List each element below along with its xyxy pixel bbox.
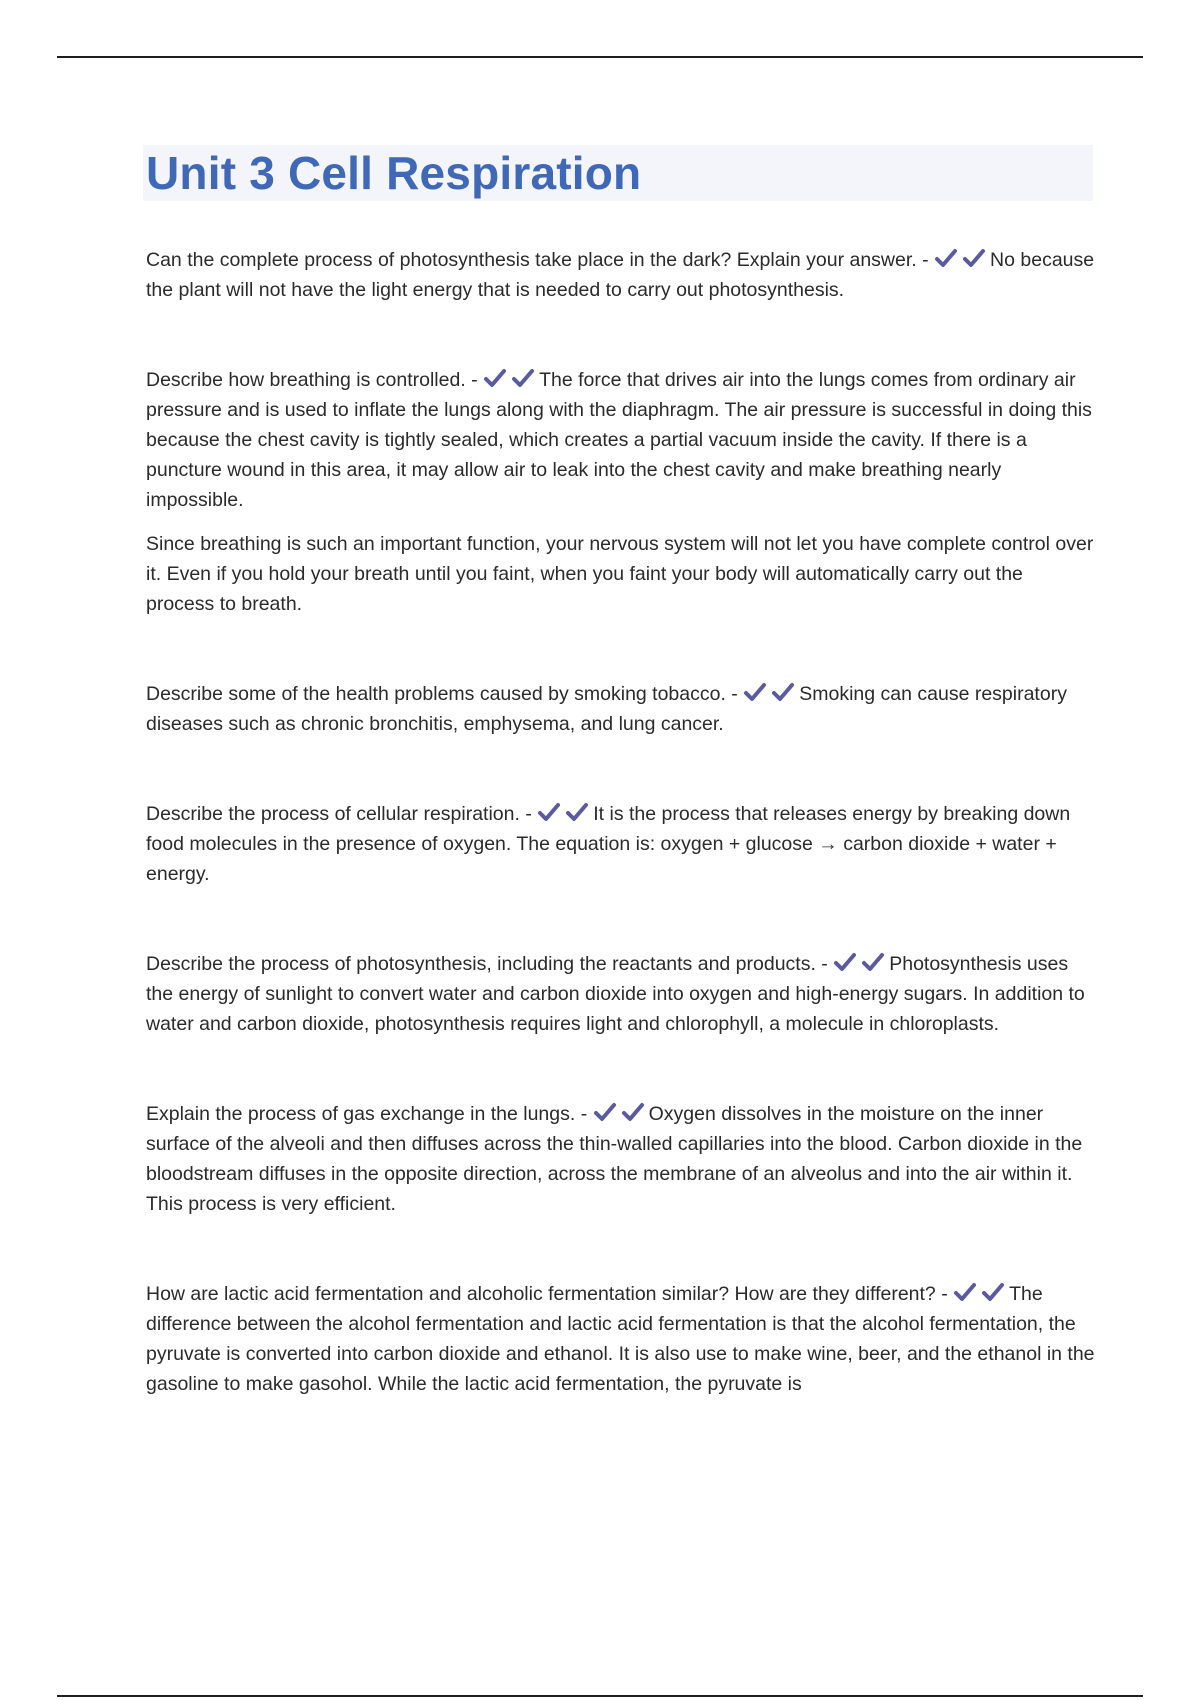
qa-list [146, 245, 1096, 1459]
answer-text: No because the plant will not have the light energy that is needed to carry out photosynthesis. [146, 249, 1095, 301]
qa-item [146, 1279, 1096, 1399]
checkmark-icon [934, 248, 958, 270]
double-check-icon [743, 683, 799, 705]
checkmark-icon [621, 1102, 645, 1124]
checkmark-icon [565, 802, 589, 824]
question-text: Explain the process of gas exchange in the lungs. - [146, 1103, 588, 1125]
answer-text: Smoking can cause respiratory diseases such as chronic bronchitis, emphysema, and lung cancer. [146, 683, 1067, 735]
header-rule [57, 56, 1143, 58]
checkmark-icon [981, 1282, 1005, 1304]
double-check-icon [593, 1103, 649, 1125]
checkmark-icon [953, 1282, 977, 1304]
question-text: Describe the process of photosynthesis, including the reactants and products. - [146, 953, 828, 975]
double-check-icon [833, 953, 889, 975]
checkmark-icon [743, 682, 767, 704]
checkmark-icon [593, 1102, 617, 1124]
qa-paragraph [146, 245, 1096, 305]
qa-item [146, 949, 1096, 1039]
answer-continuation: Since breathing is such an important function, your nervous system will not let you have complete control over it. Even if you hold your breath until you faint, when you faint your body will automatically carry out the process to breath. [146, 533, 1094, 615]
checkmark-icon [537, 802, 561, 824]
qa-item [146, 799, 1096, 889]
checkmark-icon [511, 368, 535, 390]
qa-paragraph [146, 365, 1096, 515]
answer-text: Photosynthesis uses the energy of sunlight to convert water and carbon dioxide into oxygen and high-energy sugars. In addition to water and carbon dioxide, photosynthesis requires light and chlorophyll, a molecule in chloroplasts. [146, 953, 1085, 1035]
footer-rule [57, 1695, 1143, 1697]
answer-text: The difference between the alcohol fermentation and lactic acid fermentation is that the alcohol fermentation, the pyruvate is converted into carbon dioxide and ethanol. It is also use to make wine, beer, and the ethanol in the gasoline to make gasohol. While the lactic acid fermentation, the pyruvate is [146, 1283, 1095, 1395]
answer-text: The force that drives air into the lungs comes from ordinary air pressure and is used to inflate the lungs along with the diaphragm. The air pressure is successful in doing this because the chest cavity is tightly sealed, which creates a partial vacuum inside the cavity. If there is a puncture wound in this area, it may allow air to leak into the chest cavity and make breathing nearly impossible. [146, 369, 1092, 511]
qa-paragraph [146, 679, 1096, 739]
qa-item [146, 365, 1096, 619]
question-text: Describe how breathing is controlled. - [146, 369, 478, 391]
qa-item [146, 1099, 1096, 1219]
qa-item [146, 679, 1096, 739]
question-text: Describe some of the health problems caused by smoking tobacco. - [146, 683, 738, 705]
answer-text: Oxygen dissolves in the moisture on the inner surface of the alveoli and then diffuses across the thin-walled capillaries into the blood. Carbon dioxide in the bloodstream diffuses in the opposite direction, across the membrane of an alveolus and into the air within it. This process is very efficient. [146, 1103, 1083, 1215]
question-text: How are lactic acid fermentation and alcoholic fermentation similar? How are they different? - [146, 1283, 948, 1305]
checkmark-icon [962, 248, 986, 270]
checkmark-icon [771, 682, 795, 704]
checkmark-icon [833, 952, 857, 974]
qa-item [146, 245, 1096, 305]
question-text: Describe the process of cellular respiration. - [146, 803, 532, 825]
qa-paragraph [146, 799, 1096, 889]
qa-paragraph [146, 949, 1096, 1039]
checkmark-icon [861, 952, 885, 974]
question-text: Can the complete process of photosynthesis take place in the dark? Explain your answer. - [146, 249, 929, 271]
double-check-icon [934, 249, 990, 271]
double-check-icon [953, 1283, 1009, 1305]
qa-paragraph [146, 1279, 1096, 1399]
qa-paragraph [146, 1099, 1096, 1219]
page-title: Unit 3 Cell Respiration [146, 147, 642, 199]
checkmark-icon [483, 368, 507, 390]
answer-text: It is the process that releases energy by breaking down food molecules in the presence of oxygen. The equation is: oxygen + glucose → carbon dioxide + water + energy. [146, 803, 1071, 885]
double-check-icon [483, 369, 539, 391]
double-check-icon [537, 803, 593, 825]
